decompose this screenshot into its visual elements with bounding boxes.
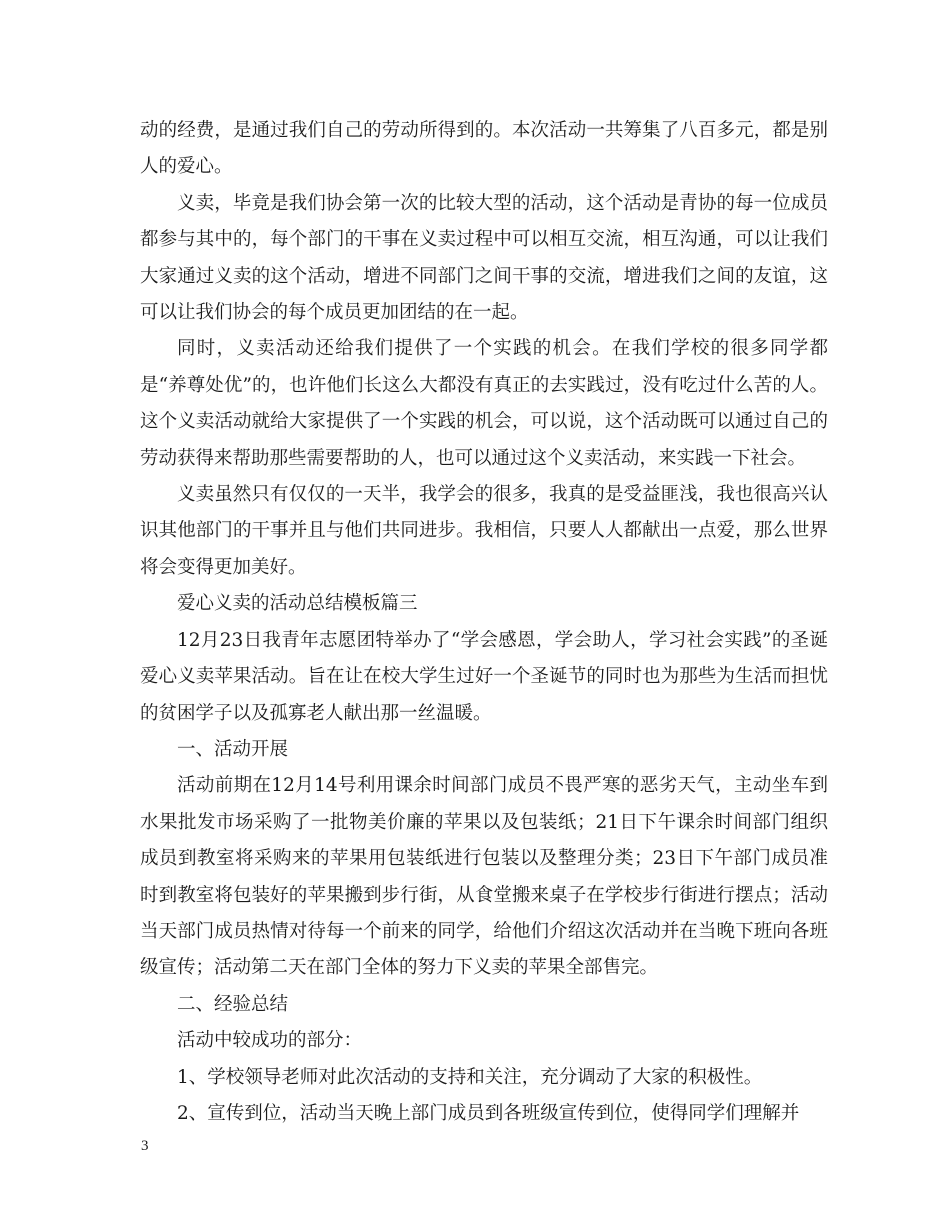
heading-experience-summary: 二、经验总结	[177, 993, 289, 1015]
list-item-publicity: 2、宣传到位，活动当天晚上部门成员到各班级宣传到位，使得同学们理解并	[177, 1102, 800, 1124]
document-body	[140, 113, 828, 1132]
paragraph-event-intro: 12月23日我青年志愿团特举办了“学会感恩，学会助人，学习社会实践”的圣诞爱心义卖苹果活动。旨在让在校大学生过好一个圣诞节的同时也为那些为生活而担忧的贫困学子以及孤寡老人献出那一丝温暖。	[140, 629, 828, 724]
paragraph-funding: 动的经费，是通过我们自己的劳动所得到的。本次活动一共筹集了八百多元，都是别人的爱心。	[140, 120, 828, 178]
paragraph-practice-opportunity: 同时，义卖活动还给我们提供了一个实践的机会。在我们学校的很多同学都是“养尊处优”的，也许他们长这么大都没有真正的去实践过，没有吃过什么苦的人。这个义卖活动就给大家提供了一个实践的机会，可以说，这个活动既可以通过自己的劳动获得来帮助那些需要帮助的人，也可以通过这个义卖活动，来实践一下社会。	[140, 338, 828, 469]
paragraph-activity-details: 活动前期在12月14号利用课余时间部门成员不畏严寒的恶劣天气，主动坐车到水果批发市场采购了一批物美价廉的苹果以及包装纸；21日下午课余时间部门组织成员到教室将采购来的苹果用包装纸进行包装以及整理分类；23日下午部门成员准时到教室将包装好的苹果搬到步行街，从食堂搬来桌子在学校步行街进行摆点；活动当天部门成员热情对待每一个前来的同学，给他们介绍这次活动并在当晚下班向各班级宣传；活动第二天在部门全体的努力下义卖的苹果全部售完。	[140, 775, 828, 979]
paragraph-reflection: 义卖虽然只有仅仅的一天半，我学会的很多，我真的是受益匪浅，我也很高兴认识其他部门的干事并且与他们共同进步。我相信，只要人人都献出一点爱，那么世界将会变得更加美好。	[140, 484, 828, 578]
paragraph-successful-parts: 活动中较成功的部分：	[177, 1030, 363, 1052]
list-item-leader-support: 1、学校领导老师对此次活动的支持和关注，充分调动了大家的积极性。	[177, 1066, 763, 1088]
section-title-part-three: 爱心义卖的活动总结模板篇三	[177, 593, 418, 615]
paragraph-charity-sale-teamwork: 义卖，毕竟是我们协会第一次的比较大型的活动，这个活动是青协的每一位成员都参与其中的，每个部门的干事在义卖过程中可以相互交流，相互沟通，可以让我们大家通过义卖的这个活动，增进不同部门之间干事的交流，增进我们之间的友谊，这可以让我们协会的每个成员更加团结的在一起。	[140, 192, 828, 324]
page-number: 3	[141, 1138, 149, 1154]
heading-activity-development: 一、活动开展	[177, 738, 289, 760]
